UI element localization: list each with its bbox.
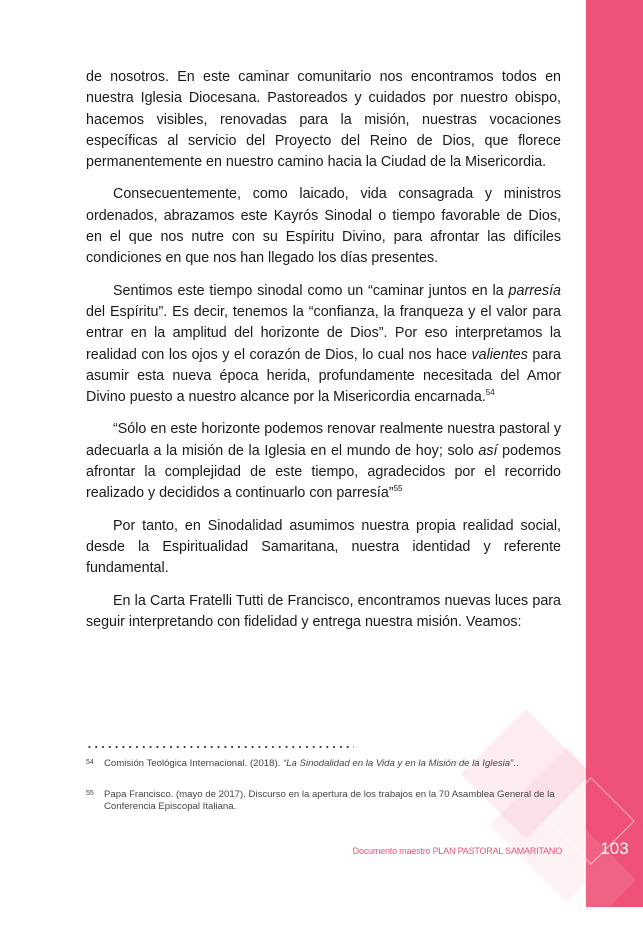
footnote-number: 54 xyxy=(86,759,94,766)
page-sidebar-band xyxy=(586,0,643,907)
footnote-text xyxy=(104,758,561,770)
body-text xyxy=(86,67,561,644)
paragraph-3-text-e: para asumir esta nueva época herida, profundamente necesitada del Amor Divino puesto a nuestro alcance por la Misericordia encarnada. xyxy=(86,346,561,406)
paragraph-5: Por tanto, en Sinodalidad asumimos nuestra propia realidad social, desde la Espiritualidad Samaritana, nuestra identidad y referente fundamental. xyxy=(86,517,561,577)
paragraph-6: En la Carta Fratelli Tutti de Francisco, encontramos nuevas luces para seguir interpretando con fidelidad y entrega nuestra misión. Veamos: xyxy=(86,592,561,630)
paragraph-4-text-c: podemos afrontar la complejidad de este tiempo, agradecidos por el recorrido realizado y decididos a continuarlo con parresía” xyxy=(86,442,561,502)
footnote-separator xyxy=(86,744,354,750)
footnote-54 xyxy=(86,758,561,770)
paragraph-4 xyxy=(86,419,561,504)
footnote-number: 55 xyxy=(86,790,94,797)
footnote-54-title: “La Sinodalidad en la Vida y en la Misión de la Iglesia” xyxy=(283,758,514,769)
paragraph-3-italic-parresia: parresía xyxy=(508,282,561,299)
paragraph-3-text-a: Sentimos este tiempo sinodal como un “caminar juntos en la xyxy=(113,282,509,299)
running-footer: Documento maestro PLAN PASTORAL SAMARITANO xyxy=(352,846,562,856)
footnote-54-end: .. xyxy=(513,758,519,769)
paragraph-4-text-a: “Sólo en este horizonte podemos renovar realmente nuestra pastoral y adecuarla a la misión de la Iglesia en el mundo de hoy; solo xyxy=(86,421,561,459)
footnote-55-text: Papa Francisco. (mayo de 2017). Discurso en la apertura de los trabajos en la 70 Asamblea General de la Conferencia Episcopal Italiana. xyxy=(104,789,555,813)
footnote-ref-55[interactable]: 55 xyxy=(393,484,403,494)
page-number: 103 xyxy=(600,839,629,858)
paragraph-1: de nosotros. En este caminar comunitario nos encontramos todos en nuestra Iglesia Diocesana. Pastoreados y cuidados por nuestro obispo, hacemos visibles, renovadas para la misión, nuestras vocaciones específicas al servicio del Proyecto del Reino de Dios, que florece permanentemente en nuestro camino hacia la Ciudad de la Misericordia. xyxy=(86,69,561,171)
paragraph-3-italic-valientes: valientes xyxy=(471,346,528,363)
footnote-54-text: Comisión Teológica Internacional. (2018). xyxy=(104,758,284,769)
paragraph-3-text-c: del Espíritu”. Es decir, tenemos la “confianza, la franqueza y el valor para entrar en la amplitud del horizonte de Dios”. Por eso interpretamos la realidad con los ojos y el corazón de Dios, lo cual nos hace xyxy=(86,303,561,363)
paragraph-3 xyxy=(86,281,561,409)
paragraph-4-italic-asi: así xyxy=(478,442,498,459)
paragraph-2: Consecuentemente, como laicado, vida consagrada y ministros ordenados, abrazamos este Kayrós Sinodal o tiempo favorable de Dios, en el que nos nutre con su Espíritu Divino, para afrontar las difíciles condiciones en que nos han llegado los días presentes. xyxy=(86,186,561,267)
footnote-ref-54[interactable]: 54 xyxy=(485,388,495,398)
footnote-55 xyxy=(86,789,561,814)
